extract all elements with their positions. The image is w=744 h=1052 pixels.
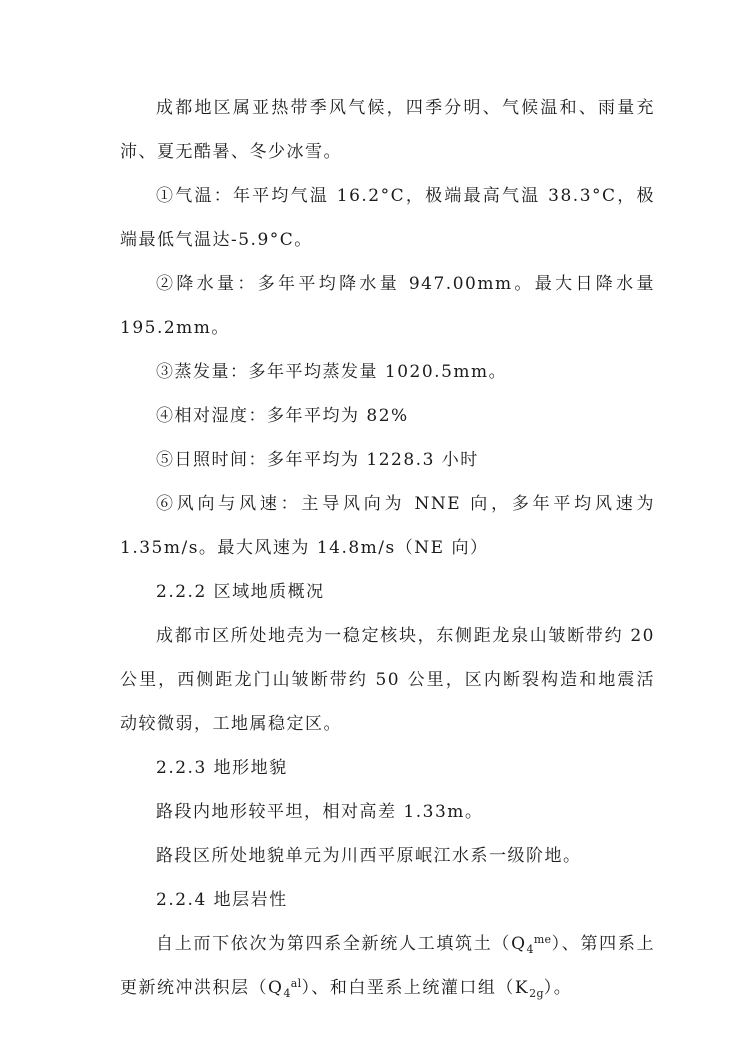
- humidity-item-paragraph: [120, 394, 655, 438]
- text-run: ）、第四系上更新统冲洪积层（Q: [120, 934, 656, 998]
- text-run: 自上而下依次为第四系全新统人工填筑土（Q: [156, 934, 527, 954]
- precipitation-item-paragraph: [120, 262, 655, 350]
- text-run: 路段内地形较平坦，相对高差 1.33m。: [156, 802, 484, 822]
- text-run: ②降水量：多年平均降水量 947.00mm。最大日降水量 195.2mm。: [120, 274, 655, 338]
- text-run: 成都市区所处地壳为一稳定核块，东侧距龙泉山皱断带约 20 公里，西侧距龙门山皱断带约 50 公里，区内断裂构造和地震活动较微弱，工地属稳定区。: [120, 626, 655, 734]
- evaporation-item-paragraph: [120, 350, 655, 394]
- text-run: ③蒸发量：多年平均蒸发量 1020.5mm。: [156, 362, 508, 382]
- temperature-item-paragraph: [120, 174, 655, 262]
- text-run: ⑤日照时间：多年平均为 1228.3 小时: [156, 450, 479, 470]
- text-run-sub: 4: [526, 943, 534, 956]
- text-run-sub: 2g: [529, 987, 544, 1000]
- stratigraphy-paragraph: [120, 922, 655, 1010]
- text-run: ①气温：年平均气温 16.2°C，极端最高气温 38.3°C，极端最低气温达-5.9°C。: [120, 186, 655, 250]
- text-run: ）、和白垩系上统灌口组（K: [301, 978, 530, 998]
- section-heading-2-2-4: [120, 878, 655, 922]
- text-run: ④相对湿度：多年平均为 82%: [156, 406, 409, 426]
- text-run: 2.2.3 地形地貌: [156, 758, 288, 778]
- sunshine-item-paragraph: [120, 438, 655, 482]
- text-run: ）。: [543, 978, 573, 998]
- section-heading-2-2-3: [120, 746, 655, 790]
- section-heading-2-2-2: [120, 570, 655, 614]
- text-run-sup: al: [290, 977, 302, 990]
- wind-item-paragraph: [120, 482, 655, 570]
- climate-intro-paragraph: [120, 86, 655, 174]
- geomorphic-unit-paragraph: [120, 834, 655, 878]
- text-run-sub: 4: [283, 987, 291, 1000]
- regional-geology-paragraph: [120, 614, 655, 746]
- text-run: 路段区所处地貌单元为川西平原岷江水系一级阶地。: [156, 846, 582, 866]
- text-run: 2.2.2 区域地质概况: [156, 582, 325, 602]
- text-run: 2.2.4 地层岩性: [156, 890, 288, 910]
- terrain-flatness-paragraph: [120, 790, 655, 834]
- document-body: [120, 86, 655, 1010]
- text-run: 成都地区属亚热带季风气候，四季分明、气候温和、雨量充沛、夏无酷暑、冬少冰雪。: [120, 98, 655, 162]
- text-run: ⑥风向与风速：主导风向为 NNE 向，多年平均风速为 1.35m/s。最大风速为 14.8m/s（NE 向）: [120, 494, 655, 558]
- text-run-sup: me: [533, 933, 552, 946]
